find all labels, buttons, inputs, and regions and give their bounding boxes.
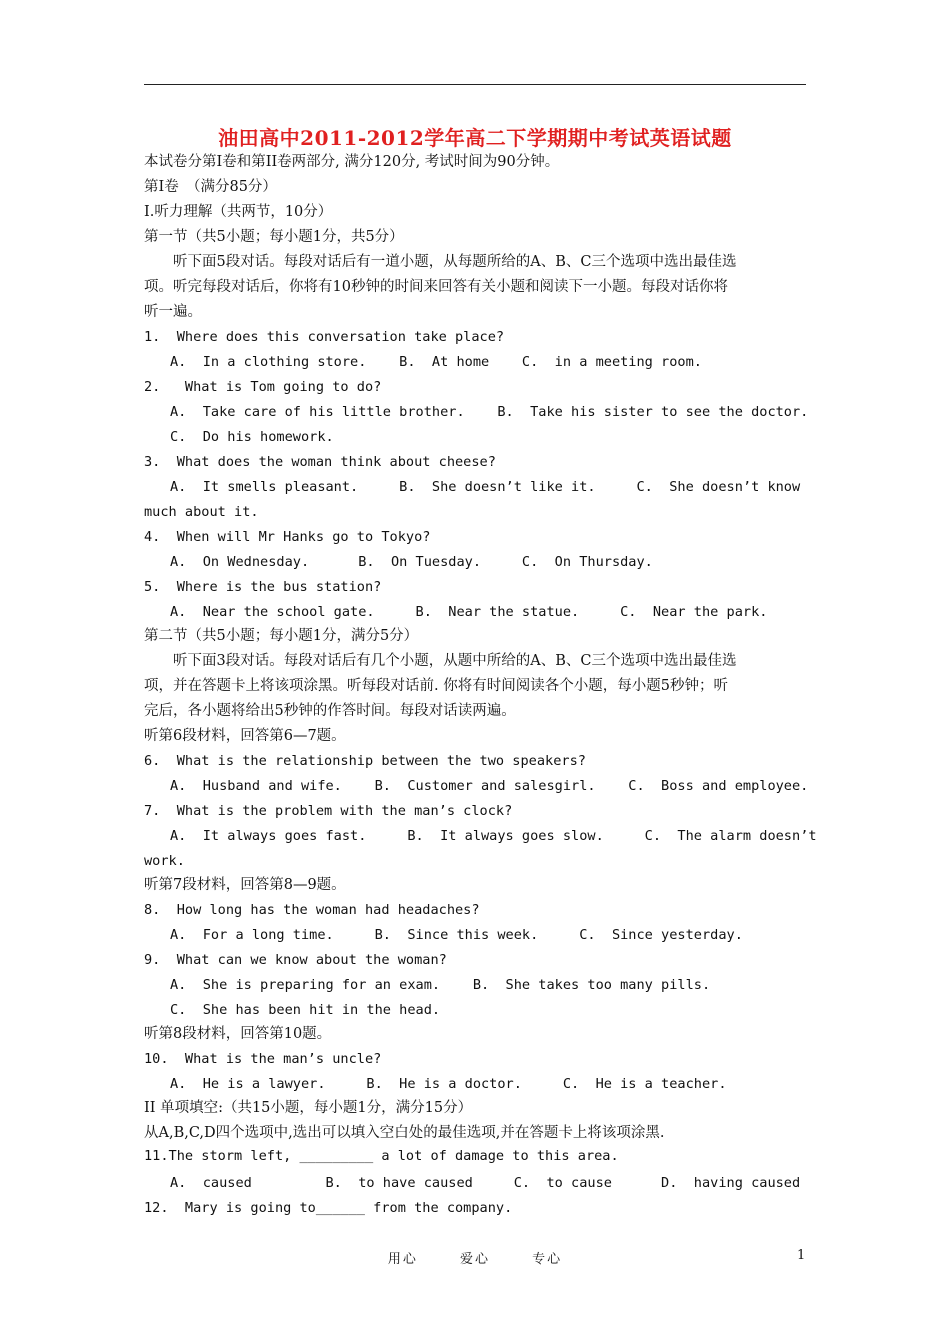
question-8: 8. How long has the woman had headaches?	[144, 902, 480, 918]
options-4: A. On Wednesday. B. On Tuesday. C. On Thursday.	[170, 554, 653, 570]
question-11: 11.The storm left, _________ a lot of damage to this area.	[144, 1148, 619, 1164]
instruction-text: 项，并在答题卡上将该项涂黑。听每段对话前. 你将有时间阅读各个小题，每小题5秒钟；听	[144, 678, 728, 694]
material-heading: 听第7段材料，回答第8—9题。	[144, 877, 346, 893]
footer-word: 专心	[532, 1252, 563, 1267]
instruction-text: 从A,B,C,D四个选项中,选出可以填入空白处的最佳选项,并在答题卡上将该项涂黑.	[144, 1125, 665, 1141]
options-6: A. Husband and wife. B. Customer and salesgirl. C. Boss and employee.	[170, 778, 809, 794]
question-4: 4. When will Mr Hanks go to Tokyo?	[144, 529, 431, 545]
options-8: A. For a long time. B. Since this week. C. Since yesterday.	[170, 927, 743, 943]
footer-word: 爱心	[459, 1252, 490, 1267]
question-1: 1. Where does this conversation take place?	[144, 329, 505, 345]
options-1: A. In a clothing store. B. At home C. in a meeting room.	[170, 354, 702, 370]
section-heading: 第一节（共5小题；每小题1分，共5分）	[144, 229, 404, 245]
section-heading: II 单项填空:（共15小题，每小题1分，满分15分）	[144, 1100, 473, 1116]
exam-intro: 本试卷分第I卷和第II卷两部分, 满分120分, 考试时间为90分钟。	[144, 154, 560, 170]
question-6: 6. What is the relationship between the two speakers?	[144, 753, 586, 769]
instruction-text: 听下面5段对话。每段对话后有一道小题，从每题所给的A、B、C三个选项中选出最佳选	[144, 254, 737, 270]
footer-word: 用心	[387, 1252, 418, 1267]
options-7: A. It always goes fast. B. It always goes slow. C. The alarm doesn’t	[170, 828, 817, 844]
options-2: C. Do his homework.	[170, 429, 334, 445]
instruction-text: 完后，各小题将给出5秒钟的作答时间。每段对话读两遍。	[144, 703, 516, 719]
instruction-text: 项。听完每段对话后，你将有10秒钟的时间来回答有关小题和阅读下一小题。每段对话你将	[144, 279, 728, 295]
options-7: work.	[144, 853, 185, 869]
question-9: 9. What can we know about the woman?	[144, 952, 447, 968]
options-2: A. Take care of his little brother. B. Take his sister to see the doctor.	[170, 404, 809, 420]
section-heading: 第二节（共5小题；每小题1分，满分5分）	[144, 628, 419, 644]
question-3: 3. What does the woman think about cheese?	[144, 454, 496, 470]
instruction-text: 听下面3段对话。每段对话后有几个小题，从题中所给的A、B、C三个选项中选出最佳选	[144, 653, 737, 669]
question-7: 7. What is the problem with the man’s clock?	[144, 803, 513, 819]
options-10: A. He is a lawyer. B. He is a doctor. C. He is a teacher.	[170, 1076, 727, 1092]
options-11: A. caused B. to have caused C. to cause D. having caused	[170, 1175, 801, 1191]
section-heading: I.听力理解（共两节，10分）	[144, 204, 333, 220]
options-3: A. It smells pleasant. B. She doesn’t like it. C. She doesn’t know	[170, 479, 801, 495]
header-rule	[144, 84, 806, 85]
material-heading: 听第6段材料，回答第6—7题。	[144, 728, 346, 744]
options-9: C. She has been hit in the head.	[170, 1002, 441, 1018]
question-2: 2. What is Tom going to do?	[144, 379, 382, 395]
page-title: 油田高中2011-2012学年高二下学期期中考试英语试题	[218, 126, 732, 150]
question-12: 12. Mary is going to______ from the company.	[144, 1200, 513, 1216]
section-heading: 第I卷 （满分85分）	[144, 179, 277, 195]
options-5: A. Near the school gate. B. Near the statue. C. Near the park.	[170, 604, 768, 620]
question-5: 5. Where is the bus station?	[144, 579, 382, 595]
question-10: 10. What is the man’s uncle?	[144, 1051, 382, 1067]
options-9: A. She is preparing for an exam. B. She takes too many pills.	[170, 977, 711, 993]
options-3: much about it.	[144, 504, 259, 520]
page-number: 1	[797, 1248, 806, 1263]
page-footer	[0, 1248, 950, 1267]
material-heading: 听第8段材料，回答第10题。	[144, 1026, 332, 1042]
instruction-text: 听一遍。	[144, 304, 202, 320]
